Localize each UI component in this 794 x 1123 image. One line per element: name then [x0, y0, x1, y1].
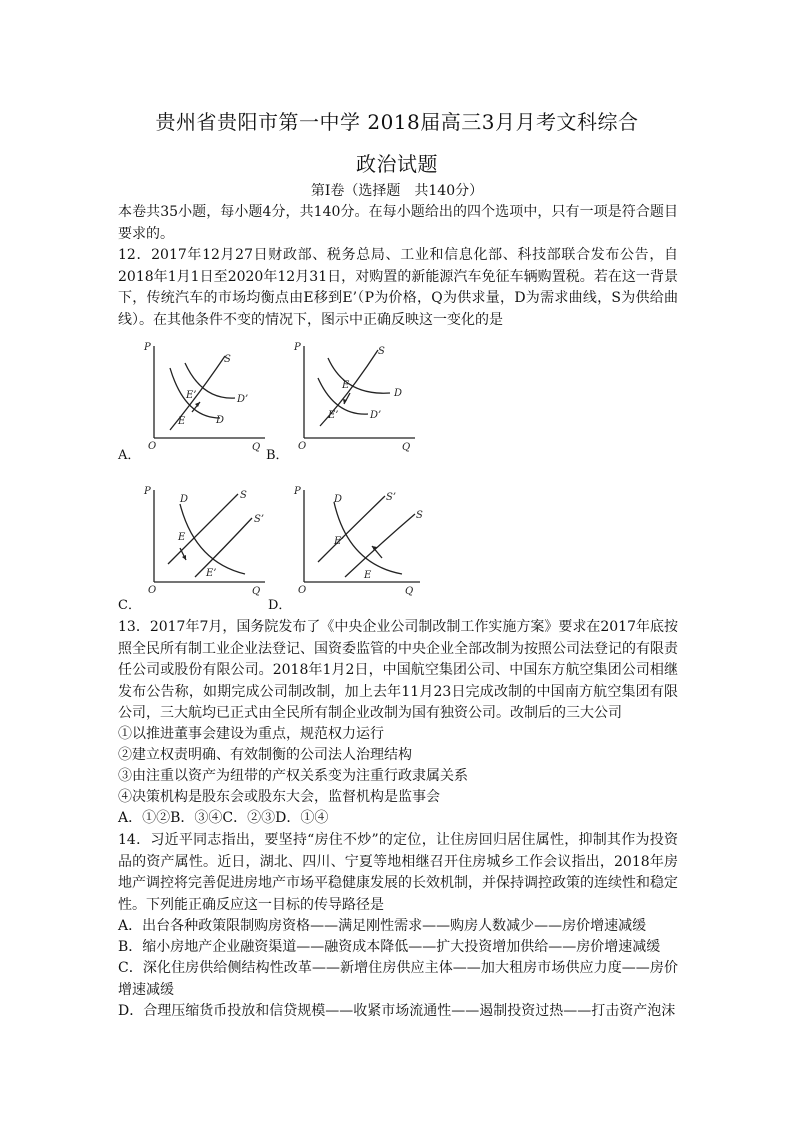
label-d: D: [216, 415, 225, 426]
option-d-label: D．: [268, 598, 292, 613]
q14-option-a: A．出台各种政策限制购房资格——满足刚性需求——购房人数减少——房价增速减缓: [118, 918, 647, 934]
p-axis-label: P: [294, 486, 301, 497]
origin-label: O: [298, 585, 307, 596]
q13-item-4: ④决策机构是股东会或股东大会，监督机构是监事会: [118, 789, 440, 805]
section-instructions: 本卷共35小题，每小题4分，共140分。在每小题给出的四个选项中，只有一项是符合题目要求的。: [118, 204, 678, 242]
demand-curve-d: [328, 358, 390, 393]
origin-label: O: [148, 441, 157, 452]
demand-curve-d: [180, 504, 245, 574]
label-d-prime: D’: [370, 410, 382, 421]
label-d: D: [180, 494, 189, 505]
label-s: S: [224, 354, 231, 365]
question-12-stem: 12．2017年12月27日财政部、税务总局、工业和信息化部、科技部联合发布公告，自2018年1月1日至2020年12月31日，对购置的新能源汽车免征车辆购置税。若在这一背景下，传统汽车的市场均衡点由E移到E’（P为价格，Q为供求量，D为需求曲线，S为供给曲线）。在其他条件不变的情况下，图示中正确反映这一变化的是: [118, 247, 678, 328]
q13-item-1: ①以推进董事会建设为重点，规范权力运行: [118, 726, 384, 742]
label-d: D: [334, 494, 343, 505]
label-s-prime: S’: [254, 514, 265, 525]
label-e-prime: E’: [334, 536, 345, 547]
p-axis-label: P: [144, 486, 151, 497]
q14-option-c: C．深化住房供给侧结构性改革——新增住房供应主体——加大租房市场供应力度——房价增速减缓: [118, 960, 678, 998]
p-axis-label: P: [294, 342, 301, 353]
q-axis-label: Q: [405, 586, 414, 597]
option-b-label: B．: [266, 448, 289, 463]
label-s-prime: S’: [386, 492, 397, 503]
label-d-prime: D’: [237, 394, 249, 405]
label-e: E: [178, 416, 186, 427]
label-e: E: [178, 532, 186, 543]
exam-subtitle: 政治试题: [356, 152, 438, 176]
label-s: S: [240, 490, 247, 501]
supply-curve-s-prime: [195, 518, 252, 577]
q-axis-label: Q: [402, 442, 411, 453]
label-e-prime: E’: [328, 410, 339, 421]
exam-title: 贵州省贵阳市第一中学 2018届高三3月月考文科综合: [155, 110, 639, 134]
origin-label: O: [148, 585, 157, 596]
label-d: D: [394, 388, 403, 399]
shift-arrowhead: [195, 402, 200, 407]
graph-option-a: [140, 338, 270, 453]
graph-option-d: [290, 482, 430, 597]
section-heading: 第Ⅰ卷（选择题 共140分）: [310, 183, 484, 199]
option-c-label: C．: [118, 598, 141, 613]
q-axis-label: Q: [252, 442, 261, 453]
p-axis-label: P: [144, 342, 151, 353]
label-e-prime: E’: [186, 390, 197, 401]
label-s: S: [378, 346, 385, 357]
question-14-stem: 14．习近平同志指出，要坚持“房住不炒”的定位，让住房回归居住属性，抑制其作为投资品的资产属性。近日，湖北、四川、宁夏等地相继召开住房城乡工作会议指出，2018年房地产调控将完善促进房地产市场平稳健康发展的长效机制，并保持调控政策的连续性和稳定性。下列能正确反应这一目标的传导路径是: [118, 832, 678, 913]
supply-curve-s-prime: [318, 496, 385, 562]
graph-option-c: [140, 482, 270, 597]
origin-label: O: [298, 441, 307, 452]
q-axis-label: Q: [252, 586, 261, 597]
q14-option-d: D．合理压缩货币投放和信贷规模——收紧市场流通性——遏制投资过热——打击资产泡沫: [118, 1003, 676, 1019]
label-e: E: [364, 570, 372, 581]
graph-option-b: [290, 338, 420, 453]
label-e: E: [342, 380, 350, 391]
supply-curve-s: [168, 494, 238, 564]
label-s: S: [416, 510, 423, 521]
label-e-prime: E’: [206, 568, 217, 579]
q13-item-2: ②建立权责明确、有效制衡的公司法人治理结构: [118, 747, 412, 763]
q13-item-3: ③由注重以资产为纽带的产权关系变为注重行政隶属关系: [118, 768, 468, 784]
q13-choices: A．①②B．③④C．②③D．①④: [118, 810, 329, 826]
option-a-label: A．: [118, 448, 141, 463]
q14-option-b: B．缩小房地产企业融资渠道——融资成本降低——扩大投资增加供给——房价增速减缓: [118, 939, 661, 955]
question-13-stem: 13．2017年7月，国务院发布了《中央企业公司制改制工作实施方案》要求在2017年底按照全民所有制工业企业法登记、国资委监管的中央企业全部改制为按照公司法登记的有限责任公司或股份有限公司。2018年1月2日，中国航空集团公司、中国东方航空集团公司相继发布公告称，如期完成公司制改制，加上去年11月23日完成改制的中国南方航空集团有限公司，三大航均已正式由全民所有制企业改制为国有独资公司。改制后的三大公司: [118, 619, 678, 721]
